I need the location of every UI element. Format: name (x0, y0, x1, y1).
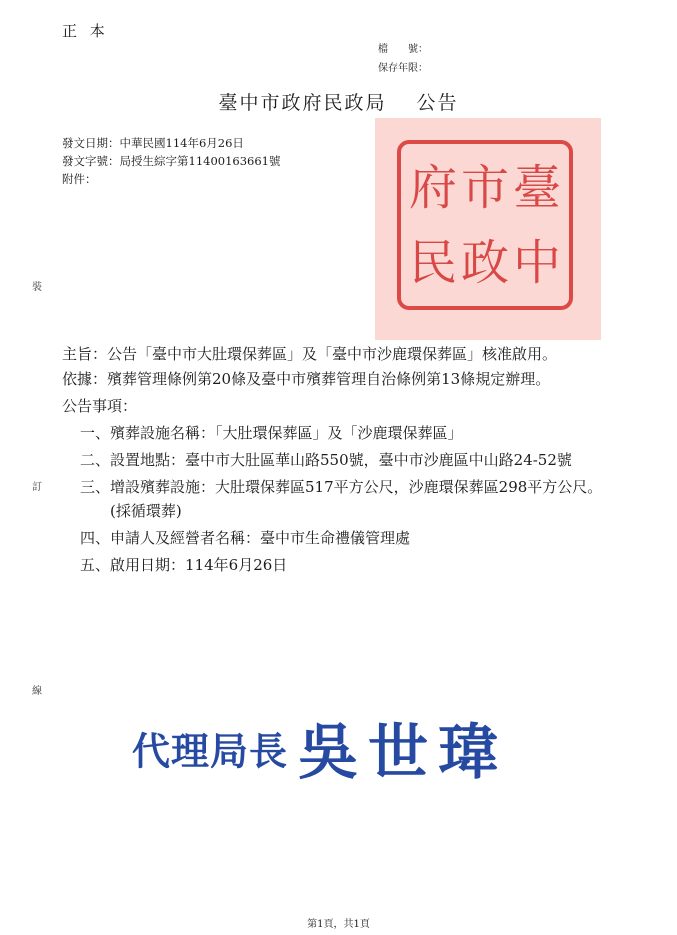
announcement-item (80, 448, 622, 473)
binding-mark-xian: 線 (32, 686, 42, 697)
basis-paragraph (62, 367, 622, 392)
item-number: 三、 (80, 477, 111, 496)
seal-char: 府 (409, 159, 458, 216)
issue-date: 發文日期：中華民國114年6月26日 (62, 136, 244, 150)
binding-mark-zhuang: 裝 (32, 282, 42, 293)
announcement-item (80, 553, 622, 578)
retention-period-label: 保存年限： (378, 63, 428, 74)
seal-char: 中 (513, 234, 562, 291)
announcement-body (62, 342, 622, 580)
subject-label: 主旨： (62, 345, 108, 363)
item-number: 四、 (80, 529, 111, 547)
item-number: 五、 (80, 556, 111, 574)
basis-label: 依據： (62, 369, 108, 388)
items-heading: 公告事項： (62, 397, 138, 415)
item-text: 增設殯葬設施：大肚環保葬區517平方公尺，沙鹿環保葬區298平方公尺。(採循環葬) (110, 477, 603, 520)
seal-char: 民 (409, 234, 458, 291)
item-number: 一、 (80, 423, 111, 442)
file-number-label: 檔 號： (378, 44, 428, 55)
basis-text: 殯葬管理條例第20條及臺中市殯葬管理自治條例第13條規定辦理。 (107, 369, 551, 388)
announcement-item (80, 421, 622, 446)
document-type: 公告 (416, 92, 459, 114)
announcement-items (62, 421, 622, 578)
seal-char: 市 (461, 159, 510, 216)
archive-meta (378, 40, 428, 78)
item-text: 殯葬設施名稱：「大肚環保葬區」及「沙鹿環保葬區」 (110, 423, 463, 442)
document-meta (62, 134, 280, 188)
seal-characters (407, 150, 563, 300)
item-text: 設置地點：臺中市大肚區華山路550號，臺中市沙鹿區中山路24-52號 (110, 450, 572, 469)
announcement-item (80, 475, 622, 524)
subject-paragraph (62, 342, 622, 367)
issuer-name: 臺中市政府民政局 (218, 92, 387, 114)
binding-mark-ding: 訂 (32, 482, 42, 493)
attachment-label: 附件： (62, 172, 97, 186)
item-text: 啟用日期：114年6月26日 (110, 556, 288, 574)
seal-frame (397, 140, 573, 310)
page-number: 第1頁，共1頁 (307, 919, 370, 930)
subject-text: 公告「臺中市大肚環保葬區」及「臺中市沙鹿環保葬區」核准啟用。 (107, 345, 558, 363)
item-text: 申請人及經營者名稱：臺中市生命禮儀管理處 (110, 529, 411, 547)
signature-stamp (132, 705, 508, 791)
signatory-title: 代理局長 (132, 728, 289, 774)
document-title (0, 88, 677, 115)
copy-mark: 正 本 (62, 22, 109, 40)
official-seal-stamp (375, 118, 601, 340)
seal-char: 政 (461, 234, 510, 291)
announcement-item (80, 526, 622, 551)
seal-char: 臺 (513, 159, 562, 216)
item-number: 二、 (80, 450, 111, 469)
signatory-name: 吳世瑋 (298, 718, 509, 788)
document-number: 發文字號：局授生綜字第11400163661號 (62, 154, 281, 168)
